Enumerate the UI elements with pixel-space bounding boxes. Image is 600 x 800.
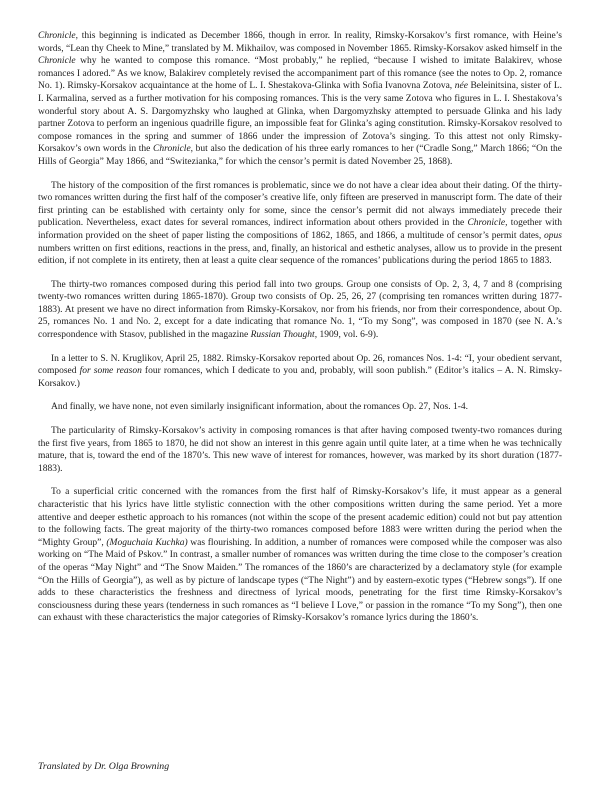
document-body [38, 30, 562, 636]
paragraph [38, 401, 562, 414]
italic-text: opus [544, 230, 562, 241]
italic-text: Chronicle, [467, 218, 508, 229]
paragraph [38, 353, 562, 391]
paragraph [38, 486, 562, 625]
body-text: In a letter to S. N. Kruglikov, April 25, 1882. Rimsky-Korsakov reported about Op. 26, romances Nos. 1-4: “I, your obedient servant, composed [38, 353, 562, 377]
body-text: The thirty-two romances composed during this period fall into two groups. Group one consists of Op. 2, 3, 4, 7 and 8 (comprising twenty-two romances written during 1865-1870). Group two consists of Op. 25, 26, 27 (comprising ten romances written during 1877-1883). At present we have no direct information from Rimsky-Korsakov, nor from his friends, nor from their correspondence, about Op. 25, romances No. 1 and No. 2, except for a date indicating that romance No. 1, “To my Song”, was composed in 1870 (see N. A.’s correspondence with Stasov, published in the magazine [38, 279, 562, 341]
body-text: together with information provided on the sheet of paper listing the compositions of 1862, 1865, and 1866, a multitude of censor’s permit dates, [38, 218, 562, 241]
paragraph [38, 180, 562, 268]
body-text: The history of the composition of the first romances is problematic, since we do not have a clear idea about their dating. Of the thirty-two romances written during the first half of the composer’s creative life, only fifteen are preserved in manuscript form. The date of their first printing can be established with certainty only for some, since the censor’s permit did not always immediately precede their publication. Nevertheless, exact dates for several romances, indirect information about others provided in the [38, 180, 562, 229]
body-text: was flourishing. In addition, a number of romances were composed while the composer was also working on “The Maid of Pskov.” In contrast, a smaller number of romances was written during the time close to the composer’s creation of the operas “May Night” and “The Snow Maiden.” The romances of the 1860’s are characterized by a declamatory style (for example “On the Hills of Georgia”), as well as by picture of landscape types (“The Night”) and by eastern-exotic types (“Hebrew songs”). If one adds to these characteristics the freshness and directness of lyrical moods, penetrating for the first time Rimsky-Korsakov’s consciousness during these years (tenderness in such romances as “I believe I Love,” or passion in the romance “To my Song”), then one can exhaust with these characteristics the major categories of Rimsky-Korsakov’s romance lyrics during the 1860’s. [38, 537, 563, 624]
body-text: Beleinitsina, sister of L. I. Karmalina, served as a further motivation for his composing romances. This is the very same Zotova who figures in L. I. Shestakova’s wonderful story about A. S. Dargomyzhsky who laughed at Glinka, when Dargomyzhsky attempted to persuade Glinka and his lady partner Zotova to perform an ingenious quadrille figure, an impossible feat for Glinka’s aging constitution. Rimsky-Korsakov resolved to compose romances in the spring and summer of 1866 under the impression of Zotova’s singing. To this attest not only Rimsky-Korsakov’s own words in the [38, 81, 562, 155]
body-text: this beginning is indicated as December 1866, though in error. In reality, Rimsky-Korsakov’s first romance, with Heine’s words, “Lean thy Cheek to Mine,” translated by M. Mikhailov, was composed in November 1865. Rimsky-Korsakov asked himself in the [38, 31, 562, 54]
paragraph [38, 30, 562, 169]
body-text: 1909, vol. 6-9). [317, 330, 379, 341]
paragraph [38, 425, 562, 475]
paragraph [38, 279, 562, 342]
body-text: And finally, we have none, not even similarly insignificant information, about the romances Op. 27, Nos. 1-4. [51, 402, 469, 413]
body-text: but also the dedication of his three early romances to her (“Cradle Song,” March 1866; “On the Hills of Georgia” May 1866, and “Switezianka,” for which the censor’s permit is dated November 25, 1868). [38, 144, 562, 167]
body-text: To a superficial critic concerned with the romances from the first half of Rimsky-Korsakov’s life, it must appear as a general characteristic that his lyrics have little stylistic connection with the other compositions written during the same period. Yet a more attentive and deeper esthetic approach to his romances (not within the scope of the present academic edition) could not but pay attention to the following facts. The great majority of the thirty-two romances composed before 1883 were written during the period when the “Mighty Group”, [38, 487, 562, 548]
body-text: four romances, which I dedicate to you and, probably, will soon publish.” (Editor’s italics – A. N. Rimsky-Korsakov.) [38, 366, 562, 389]
italic-text: née [454, 81, 468, 92]
body-text: why he wanted to compose this romance. “Most probably,” he replied, “because I wished to imitate Balakirev, whose romances I adored.” As we know, Balakirev completely revised the accompaniment part of this romance (see the notes to Op. 2, romance No. 1). Rimsky-Korsakov acquaintance at the home of L. I. Shestakova-Glinka with Sofia Ivanovna Zotova, [38, 56, 562, 92]
body-text: The particularity of Rimsky-Korsakov’s activity in composing romances is that after having composed twenty-two romances during the first five years, from 1865 to 1870, he did not show an interest in this genre again until quite later, at a time when he was technically mature, that is, toward the end of the 1870’s. This new wave of interest for romances, however, was marked by its short duration (1877-1883). [38, 426, 562, 474]
italic-text: (Moguchaia Kuchka) [106, 537, 188, 548]
translator-credit: Translated by Dr. Olga Browning [38, 761, 170, 773]
italic-text: Chronicle, [38, 31, 79, 41]
body-text: numbers written on first editions, reactions in the press, and, finally, an historical and esthetic analyses, allow us to provide in the present edition, if not complete in its entirety, then at least a quite clear sequence of the romances’ publications during the period 1865 to 1883. [38, 243, 562, 267]
italic-text: Chronicle [38, 56, 76, 67]
italic-text: Russian Thought, [250, 330, 318, 341]
italic-text: Chronicle, [153, 144, 194, 155]
italic-text: for some reason [79, 366, 142, 377]
